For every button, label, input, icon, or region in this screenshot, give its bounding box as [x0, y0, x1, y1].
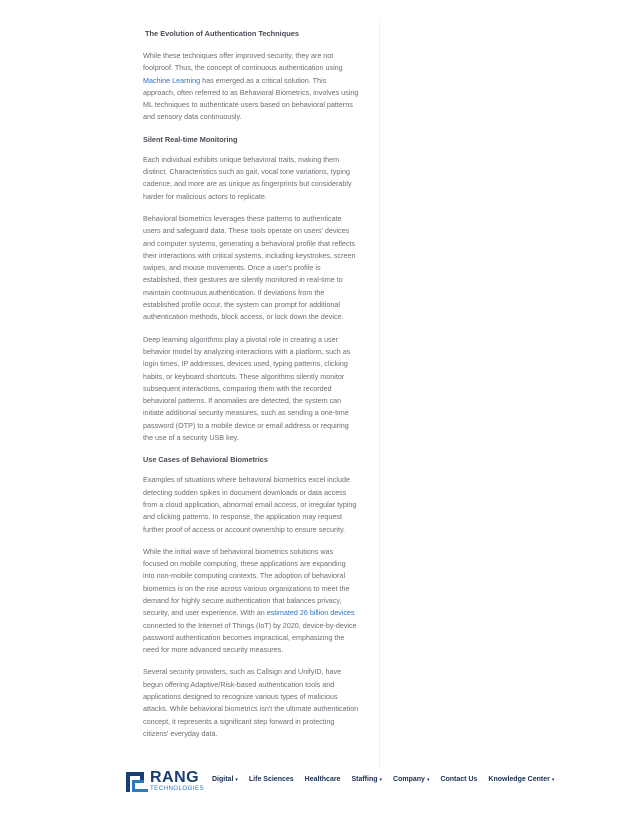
chevron-down-icon: ▾ — [235, 776, 238, 783]
nav-item-staffing[interactable]: Staffing ▾ — [351, 776, 383, 783]
nav-item-contact-us[interactable]: Contact Us — [440, 776, 478, 783]
logo-subtitle: TECHNOLOGIES — [150, 785, 204, 792]
nav-item-healthcare[interactable]: Healthcare — [304, 776, 341, 783]
logo-wordmark: RANG — [150, 769, 200, 786]
heading-use-cases: Use Cases of Behavioral Biometrics — [143, 455, 268, 465]
paragraph-security-providers: Several security providers, such as Callsign and UnifyID, have begun offering Adaptive/Risk-based authentication tools and applications designed to recognize various types of malicious attacks. While behavioral biometrics isn't the ultimate authentication concept, it represents a significant step forward in protecting citizens' everyday data. — [143, 667, 359, 738]
article-content — [143, 28, 359, 750]
chevron-down-icon: ▾ — [426, 776, 430, 783]
paragraph-behavioral-biometrics: Behavioral biometrics leverages these patterns to authenticate users and safeguard data. These tools operate on users' devices and computer systems, generating a behavioral profile that reflects their interactions with critical systems, including keystrokes, screen swipes, and mouse movements. Once a user's profile is established, their gestures are silently monitored in real-time to maintain continuous authentication. If deviations from the established profile occur, the system can prompt for additional authentication methods, block access, or lock down the device. — [143, 213, 356, 322]
site-navigation-bar — [0, 770, 638, 798]
heading-silent-monitoring: Silent Real-time Monitoring — [143, 134, 238, 144]
iot-devices-link[interactable]: estimated 26 billion devices — [266, 608, 355, 618]
logo-mark-icon — [126, 772, 148, 792]
nav-item-knowledge-center[interactable]: Knowledge Center ▾ — [488, 776, 555, 783]
main-nav — [212, 776, 554, 783]
machine-learning-link[interactable]: Machine Learning — [143, 75, 201, 85]
nav-item-digital[interactable]: Digital ▾ — [212, 776, 238, 783]
paragraph-behavioral-traits: Each individual exhibits unique behavioral traits, making them distinct. Characteristics such as gait, vocal tone variations, typing cadence, and more are as unique as fingerprints but considerably harder for malicious actors to replicate. — [143, 154, 352, 201]
chevron-down-icon: ▾ — [379, 776, 383, 783]
chevron-down-icon: ▾ — [551, 776, 555, 783]
nav-item-life-sciences[interactable]: Life Sciences — [248, 776, 294, 783]
rang-technologies-logo[interactable] — [126, 770, 206, 796]
paragraph-deep-learning: Deep learning algorithms play a pivotal role in creating a user behavior model by analyzing interactions with a platform, such as login times, IP addresses, devices used, typing patterns, clicking habits, or keyboard shortcuts. These algorithms silently monitor subsequent interactions, comparing them with the recorded behavioral patterns. If anomalies are detected, the system can initiate additional security measures, such as sending a one-time password (OTP) to a mobile device or email address or requiring the use of a security USB key. — [143, 334, 351, 443]
paragraph-examples: Examples of situations where behavioral biometrics excel include detecting sudden spikes in document downloads or data access from a cloud application, abnormal email access, or irregular typing and clicking patterns. In response, the application may request further proof of access or account ownership to ensure security. — [143, 475, 357, 534]
paragraph-continuous-auth: While these techniques offer improved security, they are not foolproof. Thus, the concept of continuous authentication using Machine Learning has emerged as a critical solution. This approach, often referred to as Behavioral Biometrics, involves using ML techniques to authenticate users based on behavioral patterns and sensory data continuously. — [143, 51, 359, 122]
paragraph-mobile-computing: While the initial wave of behavioral biometrics solutions was focused on mobile computing, these applications are expanding into non-mobile computing contexts. The adoption of behavioral biometrics is on the rise across various organizations to meet the demand for highly secure authentication that balances privacy, security, and user experience. With an estimated 26 billion devices connected to the Internet of Things (IoT) by 2020, device-by-device password authentication becomes impractical, emphasizing the need for more advanced security measures. — [143, 546, 357, 655]
article-title: The Evolution of Authentication Techniques — [145, 29, 299, 38]
nav-item-company[interactable]: Company ▾ — [393, 776, 430, 783]
